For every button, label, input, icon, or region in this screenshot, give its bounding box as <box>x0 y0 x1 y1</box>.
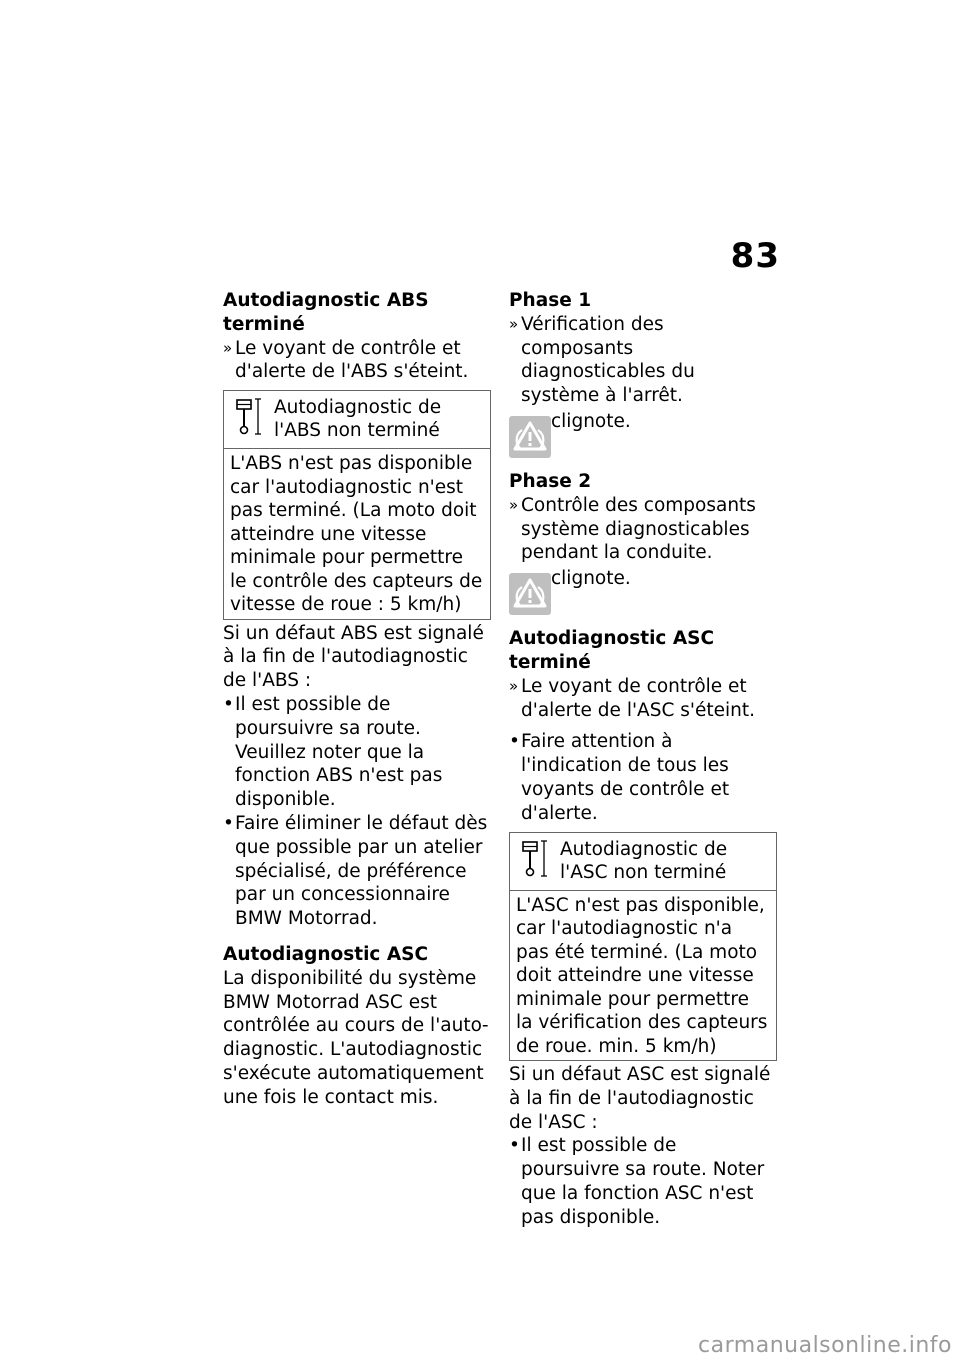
right-column <box>509 289 777 1230</box>
abs-done-step-text: Le voyant de contrôle et d'alerte de l'ABS s'éteint. <box>235 337 469 383</box>
phase2-heading: Phase 2 <box>509 470 592 492</box>
abs-fault-intro: Si un défaut ABS est signalé à la fin de l'autodiagnostic de l'ABS : <box>223 622 484 692</box>
asc-warning-light-icon <box>509 573 551 615</box>
abs-fault-bullet-1: Il est possible de poursuivre sa route. Veuillez noter que la fonction ABS n'est pas disponible. <box>235 694 443 811</box>
phase1-step <box>509 313 777 408</box>
result-arrow-icon: » <box>509 676 519 695</box>
list-item <box>223 812 491 931</box>
abs-note-header <box>224 391 490 449</box>
list-item <box>223 693 491 812</box>
abs-note-body: L'ABS n'est pas disponible car l'autodiagnostic n'est pas terminé. (La moto doit atteindre une vitesse minimale pour permettre le contrôle des capteurs de vitesse de roue : 5 km/h) <box>230 453 483 616</box>
bullet-icon: • <box>509 731 520 753</box>
result-arrow-icon: » <box>509 314 519 333</box>
result-arrow-icon: » <box>509 495 519 514</box>
watermark-link[interactable]: carmanualsonline.info <box>698 1333 952 1358</box>
phase1-step-text: Vérification des composants diagnosticables du système à l'arrêt. <box>521 313 695 407</box>
asc-section-body: La disponibilité du système BMW Motorrad ASC est contrôlée au cours de l'autodiagnostic. L'autodiagnostic s'exécute automatiquement une fois le contact mis. <box>223 967 489 1108</box>
asc-note-title: Autodiagnostic de l'ASC non terminé <box>560 838 728 883</box>
tire-pressure-gauge-icon <box>516 838 552 882</box>
phase1-heading: Phase 1 <box>509 290 592 311</box>
phase2-indicator <box>509 567 777 619</box>
asc-warning-light-icon <box>509 416 551 458</box>
list-item <box>509 1134 777 1229</box>
abs-note-title: Autodiagnostic de l'ABS non terminé <box>274 397 442 442</box>
left-column <box>223 289 491 1110</box>
phase2-indicator-text: clignote. <box>551 568 631 590</box>
result-arrow-icon: » <box>223 338 233 357</box>
asc-note-body: L'ASC n'est pas disponible, car l'autodiagnostic n'a pas été terminé. (La moto doit atteindre une vitesse minimale pour permettre la vérification des capteurs de roue. min. 5 km/h) <box>516 894 768 1057</box>
abs-fault-bullet-2: Faire éliminer le défaut dès que possible par un atelier spécialisé, de préférence par un concessionnaire BMW Motorrad. <box>235 813 488 930</box>
tire-pressure-gauge-icon <box>230 396 266 440</box>
asc-done-heading: Autodiagnostic ASC terminé <box>509 628 715 673</box>
abs-done-step <box>223 337 491 385</box>
phase1-indicator <box>509 410 777 462</box>
asc-note-header <box>510 833 776 891</box>
asc-done-step <box>509 675 777 723</box>
phase2-step-text: Contrôle des composants système diagnosticables pendant la conduite. <box>521 494 756 564</box>
abs-note-box <box>223 390 491 620</box>
asc-fault-bullet-1: Il est possible de poursuivre sa route. Noter que la fonction ASC n'est pas disponible. <box>521 1135 765 1228</box>
page-number: 83 <box>730 236 780 276</box>
asc-fault-intro: Si un défaut ASC est signalé à la fin de l'autodiagnostic de l'ASC : <box>509 1064 771 1133</box>
asc-note-box <box>509 832 777 1062</box>
bullet-icon: • <box>223 813 234 835</box>
abs-done-heading: Autodiagnostic ABS terminé <box>223 290 429 335</box>
asc-done-bullet: Faire attention à l'indication de tous les voyants de contrôle et d'alerte. <box>521 731 730 824</box>
bullet-icon: • <box>223 694 234 716</box>
list-item <box>509 730 777 825</box>
asc-section-heading: Autodiagnostic ASC <box>223 944 429 966</box>
asc-done-step-text: Le voyant de contrôle et d'alerte de l'ASC s'éteint. <box>521 675 755 721</box>
phase2-step <box>509 494 777 565</box>
phase1-indicator-text: clignote. <box>551 410 631 432</box>
bullet-icon: • <box>509 1135 520 1157</box>
